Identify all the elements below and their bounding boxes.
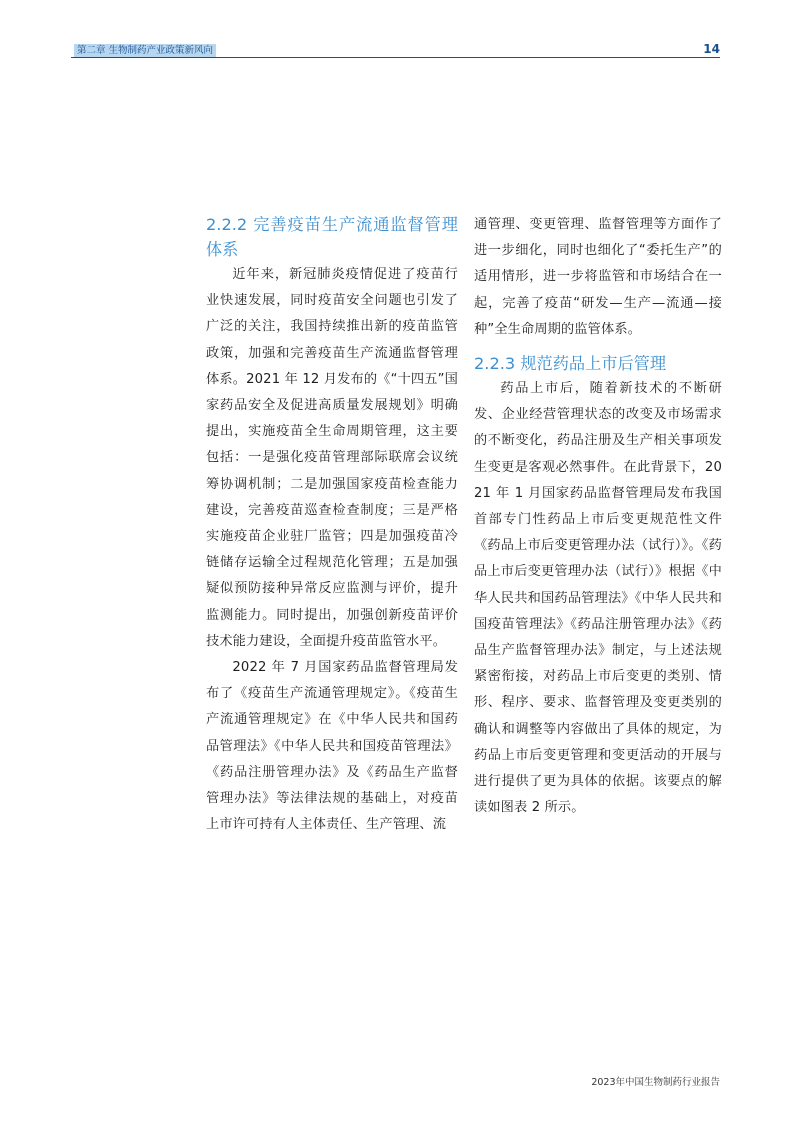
chapter-label: 第二章 生物制药产业政策新风向 [74, 44, 216, 57]
page-number: 14 [703, 42, 720, 56]
paragraph-continued: 通管理、变更管理、监督管理等方面作了进一步细化，同时也细化了“委托生产”的适用情形，进一步将监管和市场结合在一起，完善了疫苗“研发—生产—流通—接种”全生命周期的监管体系。 [474, 217, 722, 337]
right-column [474, 212, 722, 821]
left-column [206, 212, 458, 838]
section-title-2-2-2: 2.2.2 完善疫苗生产流通监督管理体系 [206, 215, 458, 259]
header-rule [71, 57, 720, 58]
paragraph: 近年来，新冠肺炎疫情促进了疫苗行业快速发展，同时疫苗安全问题也引发了广泛的关注，我国持续推出新的疫苗监管政策，加强和完善疫苗生产流通监督管理体系。2021 年 12 月发布的《“十四五”国家药品安全及促进高质量发展规划》明确提出，实施疫苗全生命周期管理，这主要包括：一是强化疫苗管理部际联席会议统筹协调机制；二是加强国家疫苗检查能力建设，完善疫苗巡查检查制度；三是严格实施疫苗企业驻厂监管；四是加强疫苗冷链储存运输全过程规范化管理；五是加强疑似预防接种异常反应监测与评价，提升监测能力。同时提出，加强创新疫苗评价技术能力建设，全面提升疫苗监管水平。 [206, 267, 458, 649]
footer-report-title: 2023年中国生物制药行业报告 [591, 1077, 720, 1088]
paragraph: 药品上市后，随着新技术的不断研发、企业经营管理状态的改变及市场需求的不断变化，药品注册及生产相关事项发生变更是客观必然事件。在此背景下，2021 年 1 月国家药品监督管理局发布我国首部专门性药品上市后变更规范性文件《药品上市后变更管理办法（试行）》。《药品上市后变更管理办法（试行）》根据《中华人民共和国药品管理法》《中华人民共和国疫苗管理法》《药品注册管理办法》《药品生产监督管理办法》制定，与上述法规紧密衔接，对药品上市后变更的类别、情形、程序、要求、监督管理及变更类别的确认和调整等内容做出了具体的规定，为药品上市后变更管理和变更活动的开展与进行提供了更为具体的依据。该要点的解读如图表 2 所示。 [474, 381, 722, 816]
paragraph: 2022 年 7 月国家药品监督管理局发布了《疫苗生产流通管理规定》。《疫苗生产流通管理规定》在《中华人民共和国药品管理法》《中华人民共和国疫苗管理法》《药品注册管理办法》及《药品生产监督管理办法》等法律法规的基础上，对疫苗上市许可持有人主体责任、生产管理、流 [206, 660, 458, 833]
section-title-2-2-3: 2.2.3 规范药品上市后管理 [474, 354, 667, 374]
